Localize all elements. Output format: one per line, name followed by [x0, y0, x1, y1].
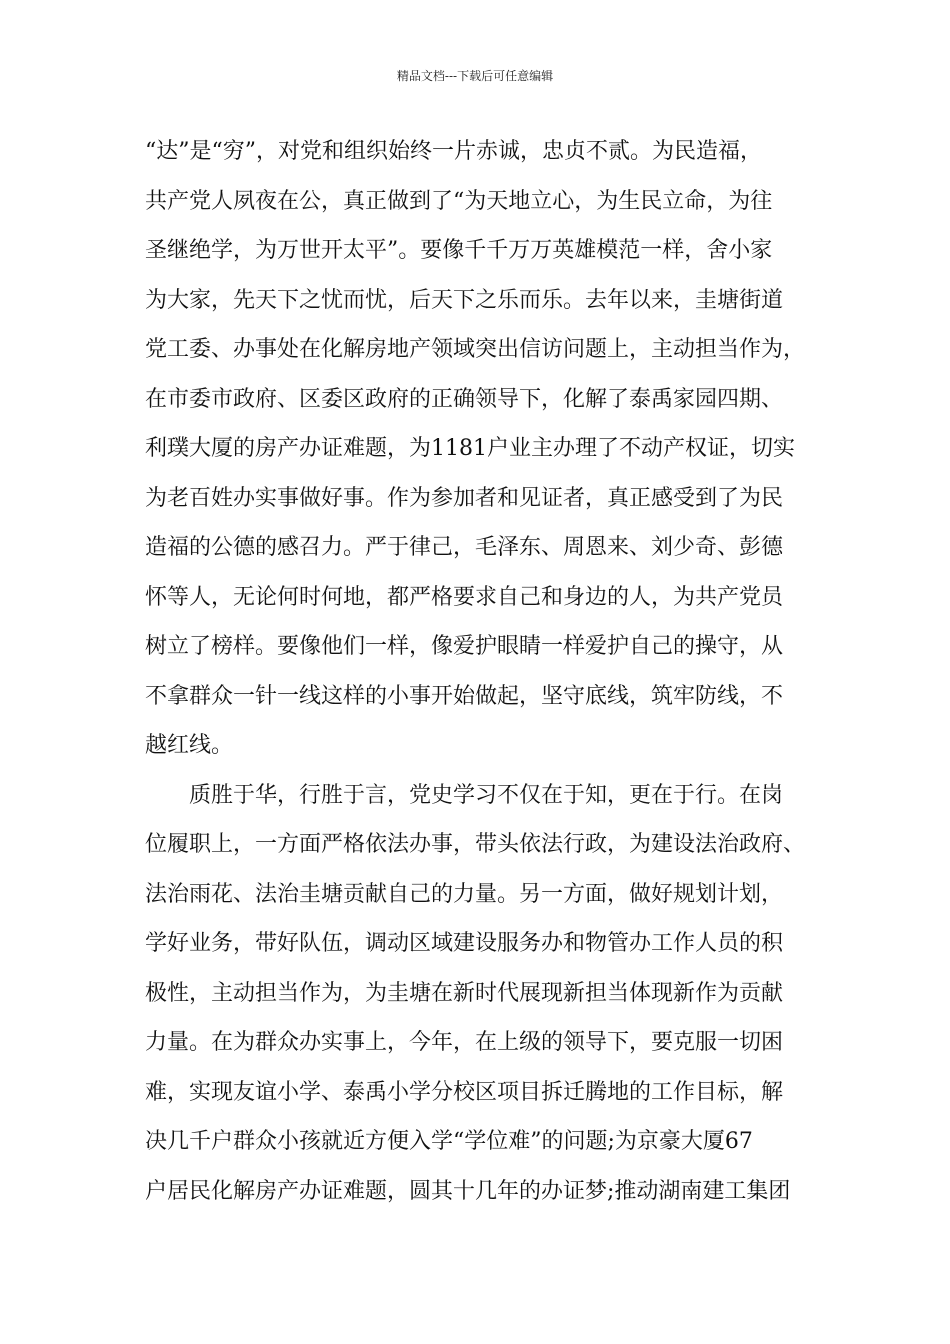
text-line: 决几千户群众小孩就近方便入学“学位难”的问题;为京豪大厦67: [145, 1129, 753, 1154]
text-line: 造福的公德的感召力。严于律己，毛泽东、周恩来、刘少奇、彭德: [145, 535, 784, 560]
text-line: 学好业务，带好队伍，调动区域建设服务办和物管办工作人员的积: [145, 931, 784, 956]
text-line: 怀等人，无论何时何地，都严格要求自己和身边的人，为共产党员: [145, 584, 784, 610]
text-line: 共产党人夙夜在公，真正做到了“为天地立心，为生民立命，为往: [145, 188, 773, 214]
text-line: 越红线。: [145, 733, 234, 758]
text-line: 党工委、办事处在化解房地产领域突出信访问题上，主动担当作为，: [145, 337, 806, 362]
text-line: 在市委市政府、区委区政府的正确领导下，化解了泰禹家园四期、: [145, 386, 784, 412]
text-line: 为老百姓办实事做好事。作为参加者和见证者，真正感受到了为民: [145, 485, 784, 511]
page-header: 精品文档---下载后可任意编辑: [396, 69, 554, 83]
text-line: 法治雨花、法治圭塘贡献自己的力量。另一方面，做好规划计划，: [145, 881, 784, 907]
text-line: 质胜于华，行胜于言，党史学习不仅在于知，更在于行。在岗: [189, 782, 784, 808]
text-line: 户居民化解房产办证难题，圆其十几年的办证梦;推动湖南建工集团: [145, 1178, 791, 1204]
text-line: “达”是“穷”，对党和组织始终一片赤诚，忠贞不贰。为民造福，: [145, 139, 762, 164]
text-line: 极性，主动担当作为，为圭塘在新时代展现新担当体现新作为贡献: [145, 980, 784, 1006]
text-line: 力量。在为群众办实事上，今年，在上级的领导下，要克服一切困: [145, 1030, 784, 1055]
text-line: 不拿群众一针一线这样的小事开始做起，坚守底线，筑牢防线，不: [145, 683, 784, 709]
text-line: 为大家，先天下之忧而忧，后天下之乐而乐。去年以来，圭塘街道: [145, 287, 784, 313]
text-line: 树立了榜样。要像他们一样，像爱护眼睛一样爱护自己的操守，从: [145, 634, 784, 659]
text-line: 位履职上，一方面严格依法办事，带头依法行政，为建设法治政府、: [145, 832, 806, 857]
paragraph-1: [145, 127, 835, 771]
text-line: 圣继绝学，为万世开太平”。要像千千万万英雄模范一样，舍小家: [145, 238, 773, 263]
document-body: [145, 127, 835, 1216]
paragraph-2: [145, 771, 835, 1217]
text-line: 利璞大厦的房产办证难题，为1181户业主办理了不动产权证，切实: [145, 436, 795, 461]
text-line: 难，实现友谊小学、泰禹小学分校区项目拆迁腾地的工作目标，解: [145, 1079, 784, 1105]
